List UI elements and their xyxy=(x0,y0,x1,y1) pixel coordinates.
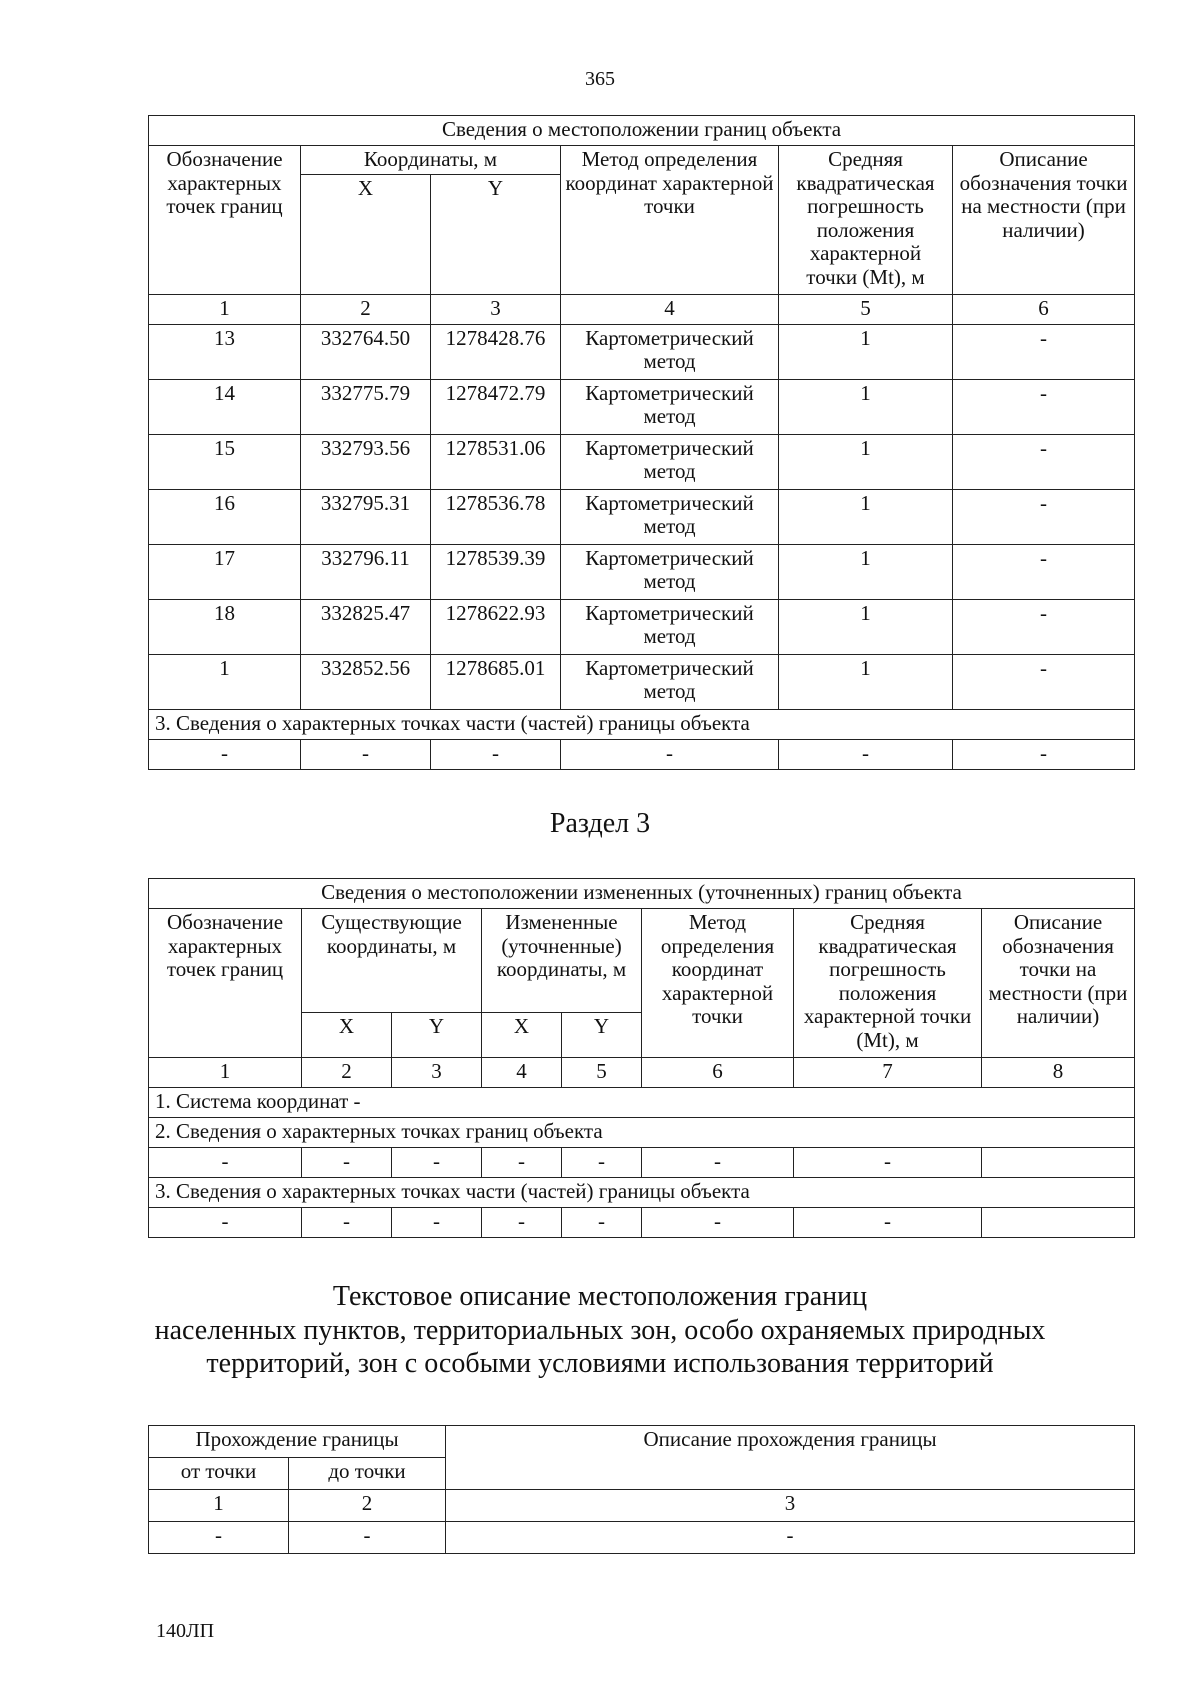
cell-mt: 1 xyxy=(779,489,953,544)
header-passage-description: Описание прохождения границы xyxy=(446,1426,1135,1490)
col-number: 5 xyxy=(779,294,953,324)
cell-method: Картометрический метод xyxy=(561,544,779,599)
boundary-location-table xyxy=(148,115,1135,770)
header-y: Y xyxy=(392,1013,482,1058)
col-number: 2 xyxy=(289,1490,446,1522)
cell-point: 15 xyxy=(149,434,301,489)
table-row xyxy=(149,379,1135,434)
header-error: Средняя квадратическая погрешность положения характерной точки (Mt), м xyxy=(794,909,982,1058)
cell-y: 1278472.79 xyxy=(431,379,561,434)
col-number: 2 xyxy=(302,1058,392,1088)
cell-x: 332796.11 xyxy=(301,544,431,599)
text-title-line: Текстовое описание местоположения границ xyxy=(332,1281,868,1312)
cell-empty: - xyxy=(431,739,561,769)
cell-x: 332852.56 xyxy=(301,654,431,709)
header-description: Описание обозначения точки на местности (при наличии) xyxy=(982,909,1135,1058)
section3-label: 3. Сведения о характерных точках части (частей) границы объекта xyxy=(149,709,1135,739)
cell-x: 332793.56 xyxy=(301,434,431,489)
cell-point: 1 xyxy=(149,654,301,709)
table-row xyxy=(149,434,1135,489)
cell-empty: - xyxy=(446,1522,1135,1554)
cell-y: 1278685.01 xyxy=(431,654,561,709)
cell-y: 1278531.06 xyxy=(431,434,561,489)
table-row xyxy=(149,654,1135,709)
cell-empty: - xyxy=(779,739,953,769)
boundary-passage-table xyxy=(148,1425,1135,1554)
header-from-point: от точки xyxy=(149,1458,289,1490)
table-row xyxy=(149,544,1135,599)
page-number: 365 xyxy=(585,68,615,90)
header-passage: Прохождение границы xyxy=(149,1426,446,1458)
cell-y: 1278622.93 xyxy=(431,599,561,654)
table-row xyxy=(149,324,1135,379)
cell-empty: - xyxy=(301,739,431,769)
table-row xyxy=(149,489,1135,544)
text-title-line: населенных пунктов, территориальных зон, особо охраняемых природных xyxy=(154,1314,1046,1346)
changed-boundary-table xyxy=(148,878,1135,1238)
header-x: X xyxy=(482,1013,562,1058)
table-row xyxy=(149,1148,1135,1178)
header-y: Y xyxy=(431,174,561,294)
col-number: 1 xyxy=(149,1058,302,1088)
header-designation: Обозначение характерных точек границ xyxy=(149,146,301,295)
cell-point: 14 xyxy=(149,379,301,434)
header-designation: Обозначение характерных точек границ xyxy=(149,909,302,1058)
col-number: 7 xyxy=(794,1058,982,1088)
col-number: 4 xyxy=(482,1058,562,1088)
col-number: 1 xyxy=(149,294,301,324)
cell-point: 18 xyxy=(149,599,301,654)
cell-x: 332764.50 xyxy=(301,324,431,379)
cell-desc: - xyxy=(953,544,1135,599)
cell-x: 332825.47 xyxy=(301,599,431,654)
table-row xyxy=(149,599,1135,654)
cell-empty: - xyxy=(562,1208,642,1238)
header-y: Y xyxy=(562,1013,642,1058)
cell-empty: - xyxy=(482,1148,562,1178)
cell-empty: - xyxy=(953,739,1135,769)
cell-empty: - xyxy=(149,1522,289,1554)
table-row xyxy=(149,1522,1135,1554)
header-x: X xyxy=(301,174,431,294)
cell-method: Картометрический метод xyxy=(561,434,779,489)
cell-empty: - xyxy=(289,1522,446,1554)
cell-mt: 1 xyxy=(779,599,953,654)
col-number: 8 xyxy=(982,1058,1135,1088)
cell-desc: - xyxy=(953,599,1135,654)
cell-mt: 1 xyxy=(779,654,953,709)
col-number: 2 xyxy=(301,294,431,324)
cell-method: Картометрический метод xyxy=(561,324,779,379)
table2-title: Сведения о местоположении измененных (уточненных) границ объекта xyxy=(149,879,1135,909)
cell-desc: - xyxy=(953,489,1135,544)
cell-empty: - xyxy=(392,1208,482,1238)
cell-y: 1278539.39 xyxy=(431,544,561,599)
header-method: Метод определения координат характерной точки xyxy=(561,146,779,295)
cell-desc: - xyxy=(953,654,1135,709)
cell-x: 332775.79 xyxy=(301,379,431,434)
cell-empty: - xyxy=(562,1148,642,1178)
footer-code: 140ЛП xyxy=(156,1620,215,1642)
cell-y: 1278536.78 xyxy=(431,489,561,544)
col-number: 4 xyxy=(561,294,779,324)
cell-empty: - xyxy=(482,1208,562,1238)
col-number: 3 xyxy=(446,1490,1135,1522)
table-row xyxy=(149,1208,1135,1238)
table-row xyxy=(149,739,1135,769)
col-number: 6 xyxy=(953,294,1135,324)
cell-empty: - xyxy=(302,1148,392,1178)
col-number: 5 xyxy=(562,1058,642,1088)
header-x: X xyxy=(302,1013,392,1058)
cell-y: 1278428.76 xyxy=(431,324,561,379)
col-number: 6 xyxy=(642,1058,794,1088)
cell-empty: - xyxy=(149,739,301,769)
cell-empty: - xyxy=(561,739,779,769)
cell-empty: - xyxy=(642,1208,794,1238)
cell-empty: - xyxy=(392,1148,482,1178)
cell-empty: - xyxy=(149,1208,302,1238)
cell-mt: 1 xyxy=(779,379,953,434)
coordinate-system-label: 1. Система координат - xyxy=(149,1088,1135,1118)
cell-desc: - xyxy=(953,324,1135,379)
header-method: Метод определения координат характерной точки xyxy=(642,909,794,1058)
header-changed-coords: Измененные (уточненные) координаты, м xyxy=(482,909,642,1013)
cell-mt: 1 xyxy=(779,324,953,379)
cell-empty: - xyxy=(794,1208,982,1238)
cell-method: Картометрический метод xyxy=(561,489,779,544)
cell-empty: - xyxy=(794,1148,982,1178)
cell-method: Картометрический метод xyxy=(561,599,779,654)
header-coords: Координаты, м xyxy=(301,146,561,175)
col-number: 3 xyxy=(392,1058,482,1088)
cell-point: 17 xyxy=(149,544,301,599)
text-title-line: территорий, зон с особыми условиями использования территорий xyxy=(206,1348,994,1380)
header-error: Средняя квадратическая погрешность положения характерной точки (Mt), м xyxy=(779,146,953,295)
section-title: Раздел 3 xyxy=(549,808,651,839)
cell-empty xyxy=(982,1208,1135,1238)
header-description: Описание обозначения точки на местности (при наличии) xyxy=(953,146,1135,295)
col-number: 3 xyxy=(431,294,561,324)
cell-desc: - xyxy=(953,434,1135,489)
table1-title: Сведения о местоположении границ объекта xyxy=(149,116,1135,146)
cell-desc: - xyxy=(953,379,1135,434)
cell-method: Картометрический метод xyxy=(561,654,779,709)
header-existing-coords: Существующие координаты, м xyxy=(302,909,482,1013)
cell-method: Картометрический метод xyxy=(561,379,779,434)
text-description-title xyxy=(0,1280,1200,1381)
cell-empty: - xyxy=(642,1148,794,1178)
cell-point: 13 xyxy=(149,324,301,379)
header-to-point: до точки xyxy=(289,1458,446,1490)
cell-point: 16 xyxy=(149,489,301,544)
cell-empty xyxy=(982,1148,1135,1178)
section3-label: 3. Сведения о характерных точках части (частей) границы объекта xyxy=(149,1178,1135,1208)
cell-empty: - xyxy=(149,1148,302,1178)
col-number: 1 xyxy=(149,1490,289,1522)
cell-empty: - xyxy=(302,1208,392,1238)
section2-label: 2. Сведения о характерных точках границ объекта xyxy=(149,1118,1135,1148)
cell-mt: 1 xyxy=(779,544,953,599)
cell-mt: 1 xyxy=(779,434,953,489)
cell-x: 332795.31 xyxy=(301,489,431,544)
